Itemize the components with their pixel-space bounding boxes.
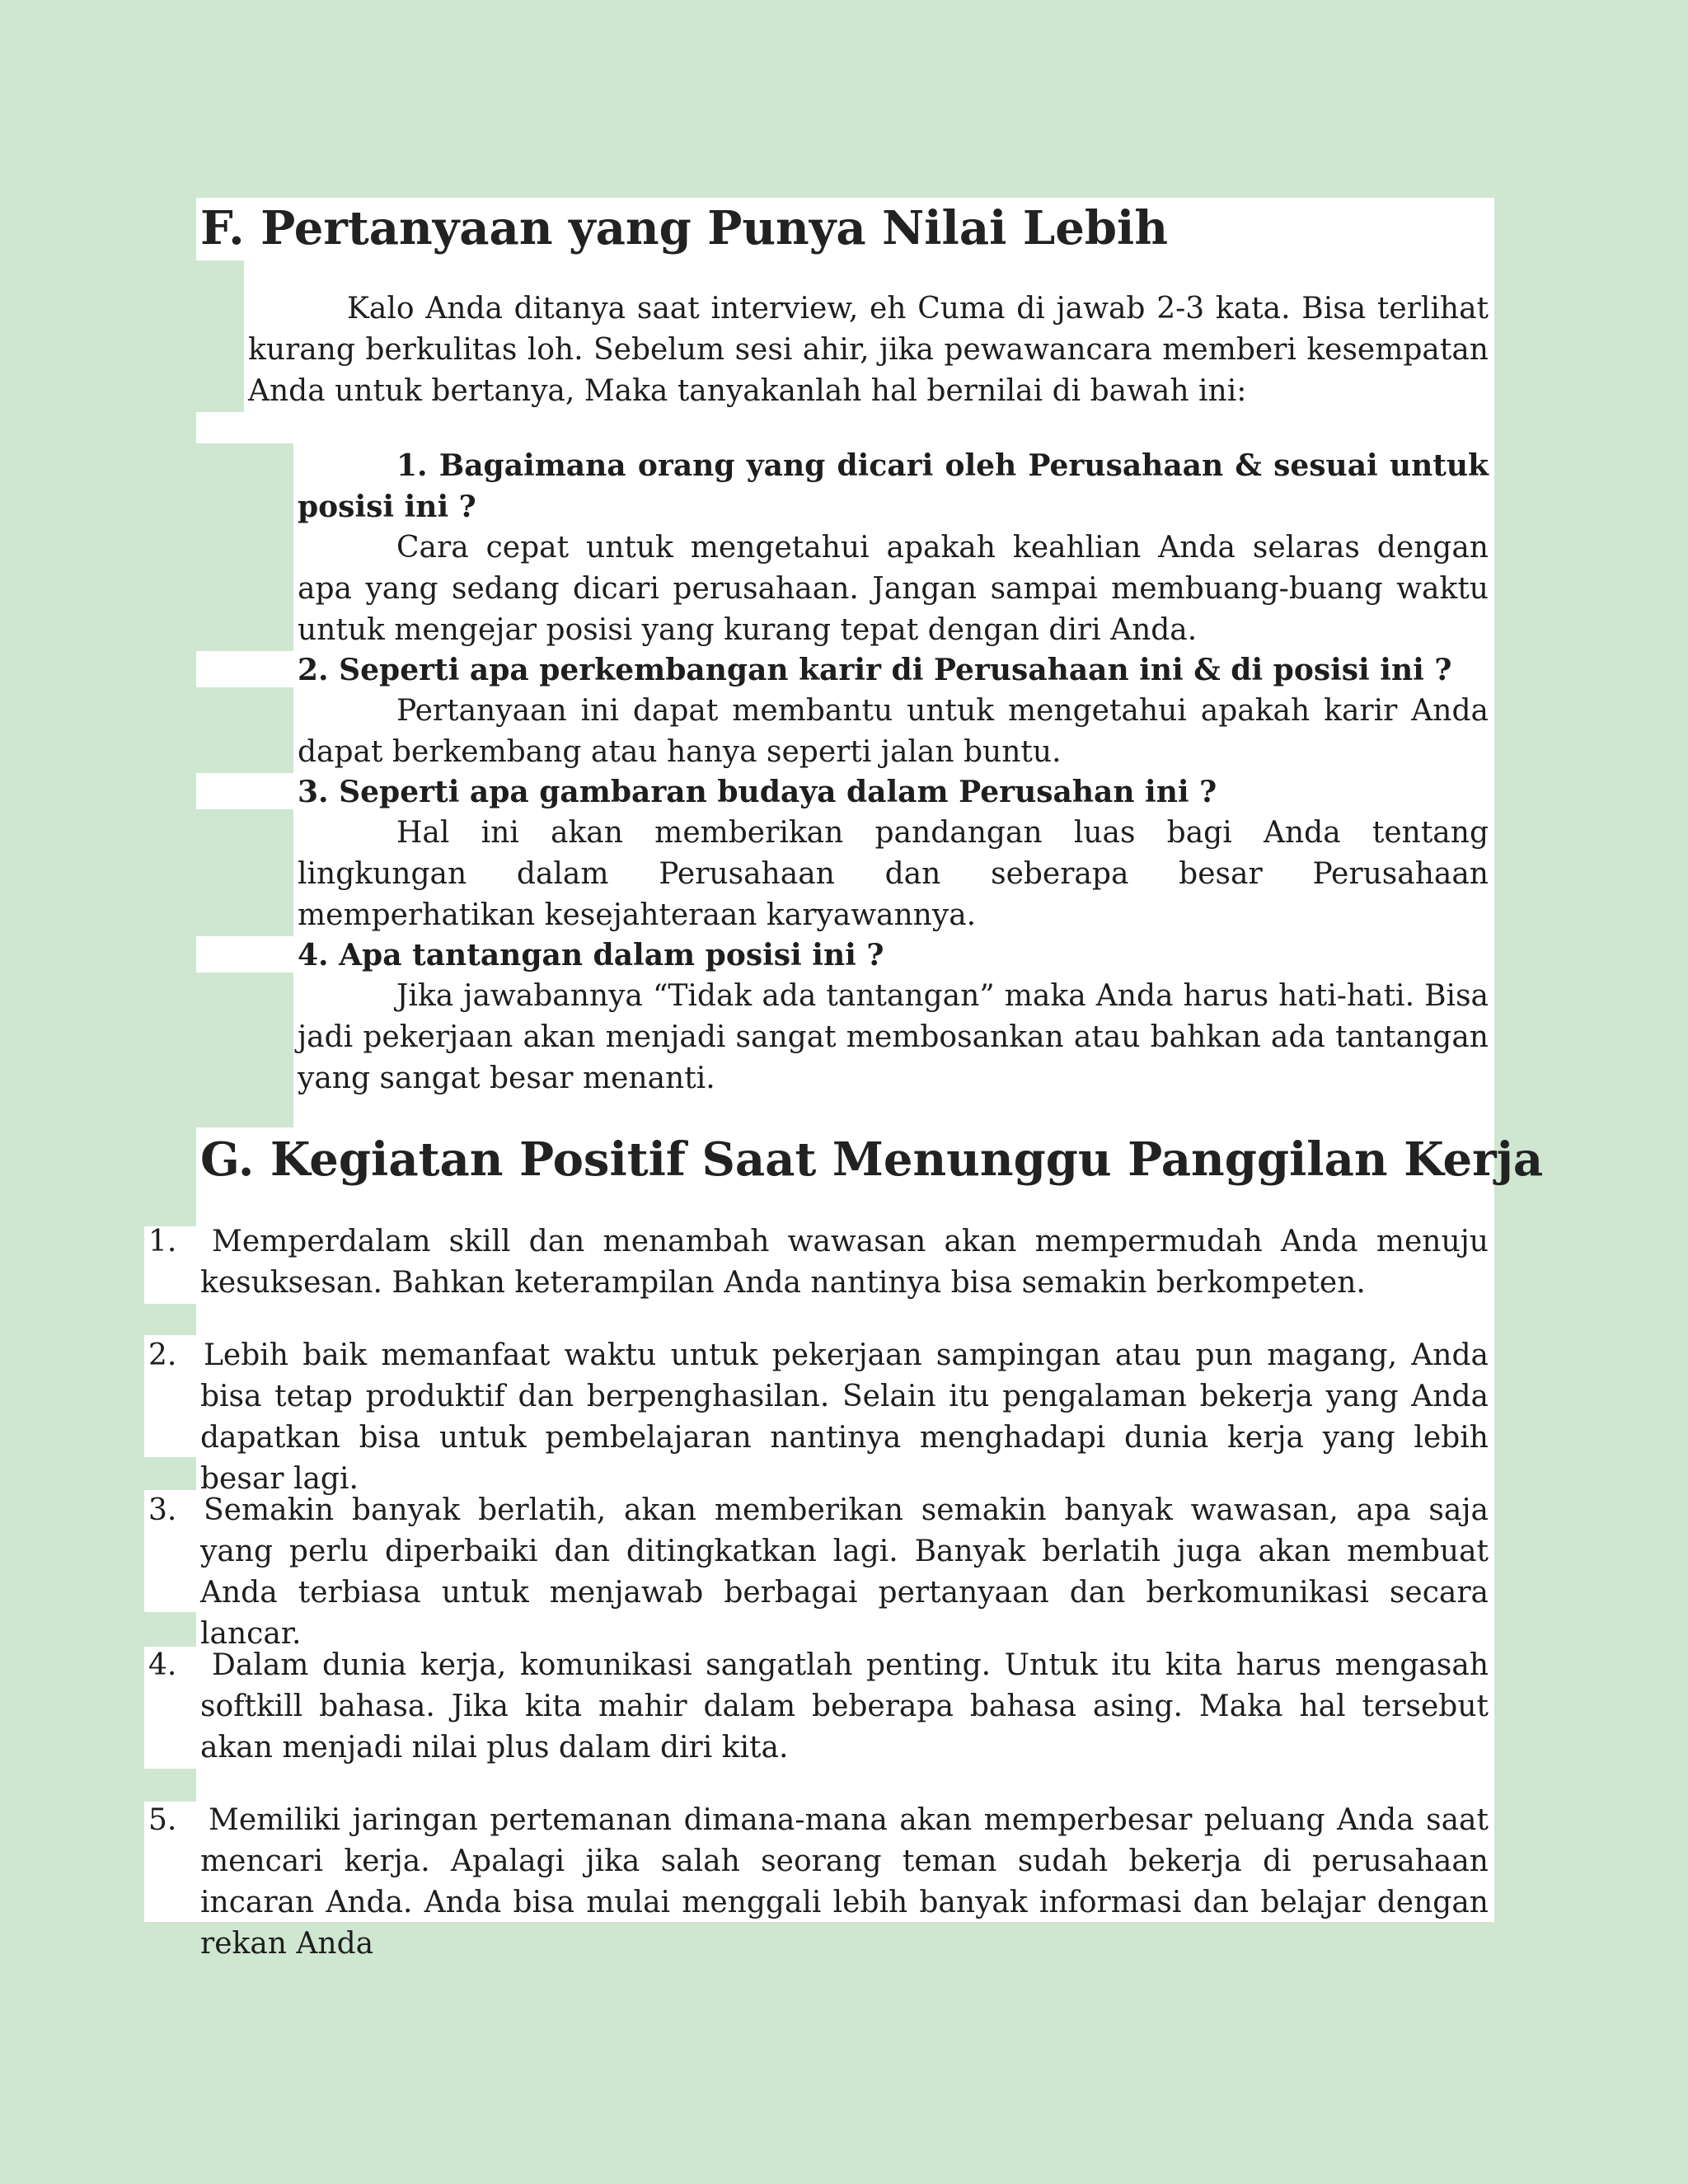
question-3-body: Hal ini akan memberikan pandangan luas bagi Anda tentang lingkungan dalam Perusahaan dan seberapa besar Perusahaan memperhatikan kesejahteraan karyawannya. <box>298 816 1489 932</box>
question-2-body: Pertanyaan ini dapat membantu untuk mengetahui apakah karir Anda dapat berkembang atau hanya seperti jalan buntu. <box>298 694 1489 769</box>
list-item-text: Lebih baik memanfaat waktu untuk pekerjaan sampingan atau pun magang, Anda bisa tetap produktif dan berpenghasilan. Selain itu pengalaman bekerja yang Anda dapatkan bisa untuk pembelajaran nantinya menghadapi dunia kerja yang lebih besar lagi. <box>200 1338 1489 1496</box>
section-f-heading: F. Pertanyaan yang Punya Nilai Lebih <box>200 201 1169 255</box>
list-item-number: 3. <box>148 1493 177 1527</box>
question-1-body: Cara cepat untuk mengetahui apakah keahlian Anda selaras dengan apa yang sedang dicari perusahaan. Jangan sampai membuang-buang waktu untuk mengejar posisi yang kurang tepat dengan diri Anda. <box>298 531 1489 647</box>
question-4-title: 4. Apa tantangan dalam posisi ini ? <box>298 938 884 972</box>
section-f-intro: Kalo Anda ditanya saat interview, eh Cuma di jawab 2-3 kata. Bisa terlihat kurang berkulitas loh. Sebelum sesi ahir, jika pewawancara memberi kesempatan Anda untuk bertanya, Maka tanyakanlah hal bernilai di bawah ini: <box>248 292 1489 408</box>
list-item-number: 2. <box>148 1338 177 1372</box>
question-2-title: 2. Seperti apa perkembangan karir di Perusahaan ini & di posisi ini ? <box>298 653 1452 687</box>
section-g-heading: G. Kegiatan Positif Saat Menunggu Panggilan Kerja <box>200 1132 1544 1187</box>
list-item-text: Semakin banyak berlatih, akan memberikan semakin banyak wawasan, apa saja yang perlu diperbaiki dan ditingkatkan lagi. Banyak berlatih juga akan membuat Anda terbiasa untuk menjawab berbagai pertanyaan dan berkomunikasi secara lancar. <box>200 1493 1489 1651</box>
question-3-title: 3. Seperti apa gambaran budaya dalam Perusahan ini ? <box>298 775 1217 809</box>
list-item-number: 5. <box>148 1803 177 1837</box>
gap-background <box>196 412 1494 443</box>
question-4-body: Jika jawabannya “Tidak ada tantangan” maka Anda harus hati-hati. Bisa jadi pekerjaan akan menjadi sangat membosankan atau bahkan ada tantangan yang sangat besar menanti. <box>298 979 1489 1095</box>
list-item-number: 1. <box>148 1225 177 1258</box>
question-1-title: 1. Bagaimana orang yang dicari oleh Perusahaan & sesuai untuk posisi ini ? <box>298 448 1489 524</box>
list-item-text: Memperdalam skill dan menambah wawasan akan mempermudah Anda menuju kesuksesan. Bahkan keterampilan Anda nantinya bisa semakin berkompeten. <box>200 1225 1489 1300</box>
list-item-text: Memiliki jaringan pertemanan dimana-mana akan memperbesar peluang Anda saat mencari kerja. Apalagi jika salah seorang teman sudah bekerja di perusahaan incaran Anda. Anda bisa mulai menggali lebih banyak informasi dan belajar dengan rekan Anda <box>200 1803 1489 1961</box>
list-item-number: 4. <box>148 1648 177 1682</box>
list-item-text: Dalam dunia kerja, komunikasi sangatlah penting. Untuk itu kita harus mengasah softkill bahasa. Jika kita mahir dalam beberapa bahasa asing. Maka hal tersebut akan menjadi nilai plus dalam diri kita. <box>200 1648 1489 1765</box>
